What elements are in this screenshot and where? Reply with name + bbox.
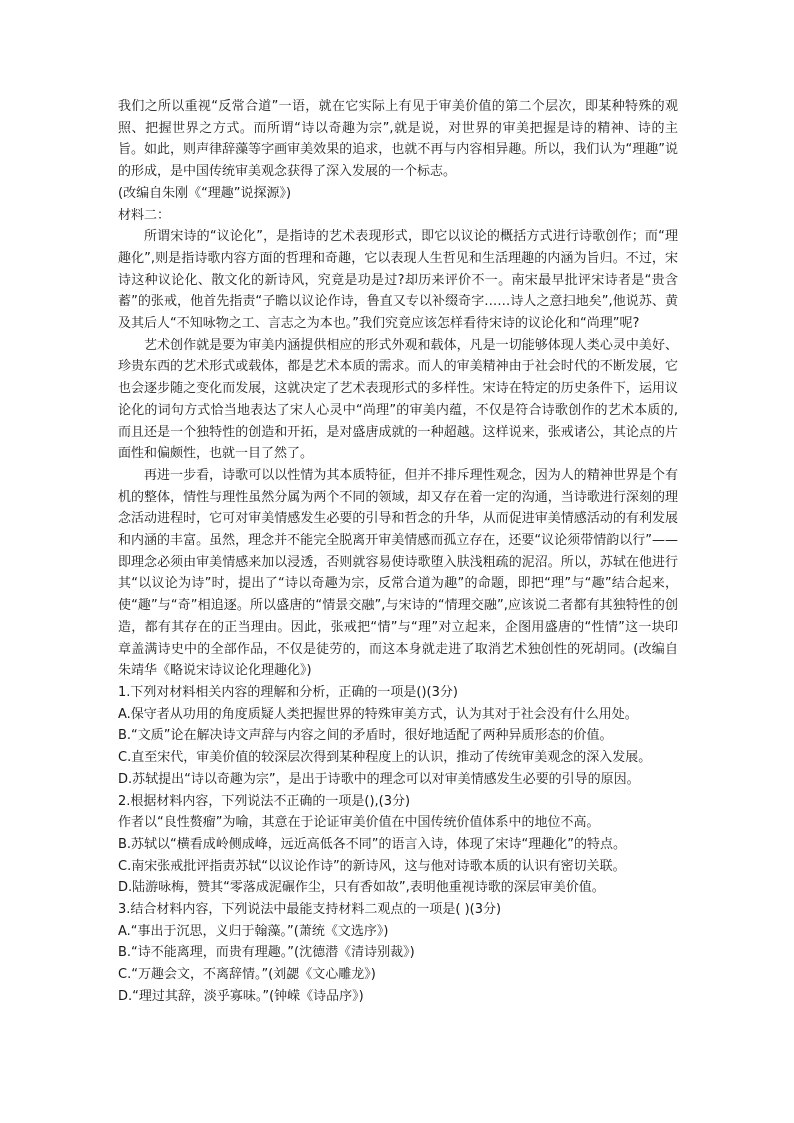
question-2 bbox=[118, 791, 678, 900]
exam-page bbox=[118, 96, 678, 1008]
question-option: C.“万趣会文，不离辞情。”(刘勰《文心雕龙》) bbox=[118, 967, 376, 983]
material1-tail-paragraph: 我们之所以重视“反常合道”一语，就在它实际上有见于审美价值的第二个层次，即某种特殊的观照、把握世界之方式。而所谓“诗以奇趣为宗”,就是说，对世界的审美把握是诗的精神、诗的主旨。如此，则声律辞藻等字画审美效果的追求，也就不再与内容相异趣。所以，我们认为“理趣”说的形成，是中国传统审美观念获得了深入发展的一个标志。 bbox=[118, 99, 678, 180]
question-stem: 2.根据材料内容，下列说法不正确的一项是(),(3分) bbox=[118, 793, 411, 809]
question-option: B.苏轼以“横看成岭侧成峰，远近高低各不同”的语言入诗，体现了宋诗“理趣化”的特点。 bbox=[118, 836, 626, 852]
question-option: B.“诗不能离理，而贵有理趣。”(沈德潜《清诗别裁》) bbox=[118, 945, 415, 961]
question-1 bbox=[118, 682, 678, 791]
question-stem: 1.下列对材料相关内容的理解和分析，正确的一项是()(3分) bbox=[118, 684, 458, 700]
material1-source: (改编自朱刚《“理趣”说探源》) bbox=[118, 185, 292, 201]
question-option: C.南宋张戒批评指责苏轼“以议论作诗”的新诗风，这与他对诗歌本质的认识有密切关联。 bbox=[118, 858, 626, 874]
material2-heading: 材料二： bbox=[118, 207, 171, 223]
question-option: D.陆游咏梅，赞其“零落成泥碾作尘，只有香如故”,表明他重视诗歌的深层审美价值。 bbox=[118, 880, 605, 896]
material2-paragraph: 所谓宋诗的“议论化”，是指诗的艺术表现形式，即它以议论的概括方式进行诗歌创作；而“理趣化”,则是指诗歌内容方面的哲理和奇趣，它以表现人生哲见和生活理趣的内涵为旨归。不过，宋诗这种议论化、散文化的新诗风，究竟是功是过?却历来评价不一。南宋最早批评宋诗者是“贵含蓄”的张戒，他首先指责“子瞻以议论作诗，鲁直又专以补缀奇字……诗人之意扫地矣”,他说苏、黄及其后人“不知咏物之工、言志之为本也。”我们究竟应该怎样看待宋诗的议论化和“尚理”呢? bbox=[118, 229, 678, 332]
material2-paragraph: 艺术创作就是要为审美内涵提供相应的形式外观和载体，凡是一切能够体现人类心灵中美好、珍贵东西的艺术形式或载体，都是艺术本质的需求。而人的审美精神由于社会时代的不断发展，它也会逐步随之变化而发展，这就决定了艺术表现形式的多样性。宋诗在特定的历史条件下，运用议论化的词句方式恰当地表达了宋人心灵中“尚理”的审美内蕴，不仅是符合诗歌创作的艺术本质的,而且还是一个独特性的创造和开拓，是对盛唐成就的一种超越。这样说来，张戒诸公，其论点的片面性和偏颇性，也就一目了然了。 bbox=[118, 337, 678, 462]
question-option: D.“理过其辞，淡乎寡味。”(钟嵘《诗品序》) bbox=[118, 988, 364, 1004]
question-option: 作者以“良性赘瘤”为喻，其意在于论证审美价值在中国传统价值体系中的地位不高。 bbox=[118, 815, 600, 831]
question-option: C.直至宋代，审美价值的较深层次得到某种程度上的认识，推动了传统审美观念的深入发展。 bbox=[118, 750, 652, 766]
question-option: A.保守者从功用的角度质疑人类把握世界的特殊审美方式，认为其对于社会没有什么用处。 bbox=[118, 706, 638, 722]
question-option: B.“文质”论在解决诗文声辞与内容之间的矛盾时，很好地适配了两种异质形态的价值。 bbox=[118, 728, 613, 744]
question-3 bbox=[118, 899, 678, 1008]
question-option: A.“事出于沉思，义归于翰藻。”(萧统《文选序》) bbox=[118, 923, 389, 939]
material2-paragraph: 再进一步看，诗歌可以以性情为其本质特征，但并不排斥理性观念，因为人的精神世界是个有机的整体，情性与理性虽然分属为两个不同的领域，却又存在着一定的沟通，当诗歌进行深刻的理念活动进程时，它可对审美情感发生必要的引导和哲念的升华，从而促进审美情感活动的有利发展和内涵的丰富。虽然，理念并不能完全脱离开审美情感而孤立存在，还要“议论须带情韵以行”——即理念必须由审美情感来加以浸透，否则就容易使诗歌堕入肤浅粗疏的泥沼。所以，苏轼在他进行其“以议论为诗”时，提出了“诗以奇趣为宗，反常合道为趣”的命题，即把“理”与“趣”结合起来，使“趣”与“奇”相追逐。所以盛唐的“情景交融”,与宋诗的“情理交融”,应该说二者都有其独特性的创造，都有其存在的正当理由。因此，张戒把“情”与“理”对立起来，企图用盛唐的“性情”这一块印章盖满诗史中的全部作品，不仅是徒劳的，而这本身就走进了取消艺术独创性的死胡同。(改编自朱靖华《略说宋诗议论化理趣化》) bbox=[118, 467, 678, 679]
question-stem: 3.结合材料内容，下列说法中最能支持材料二观点的一项是( )(3分) bbox=[118, 902, 502, 918]
question-option: D.苏轼提出“诗以奇趣为宗”，是出于诗歌中的理念可以对审美情感发生必要的引导的原因。 bbox=[118, 771, 640, 787]
